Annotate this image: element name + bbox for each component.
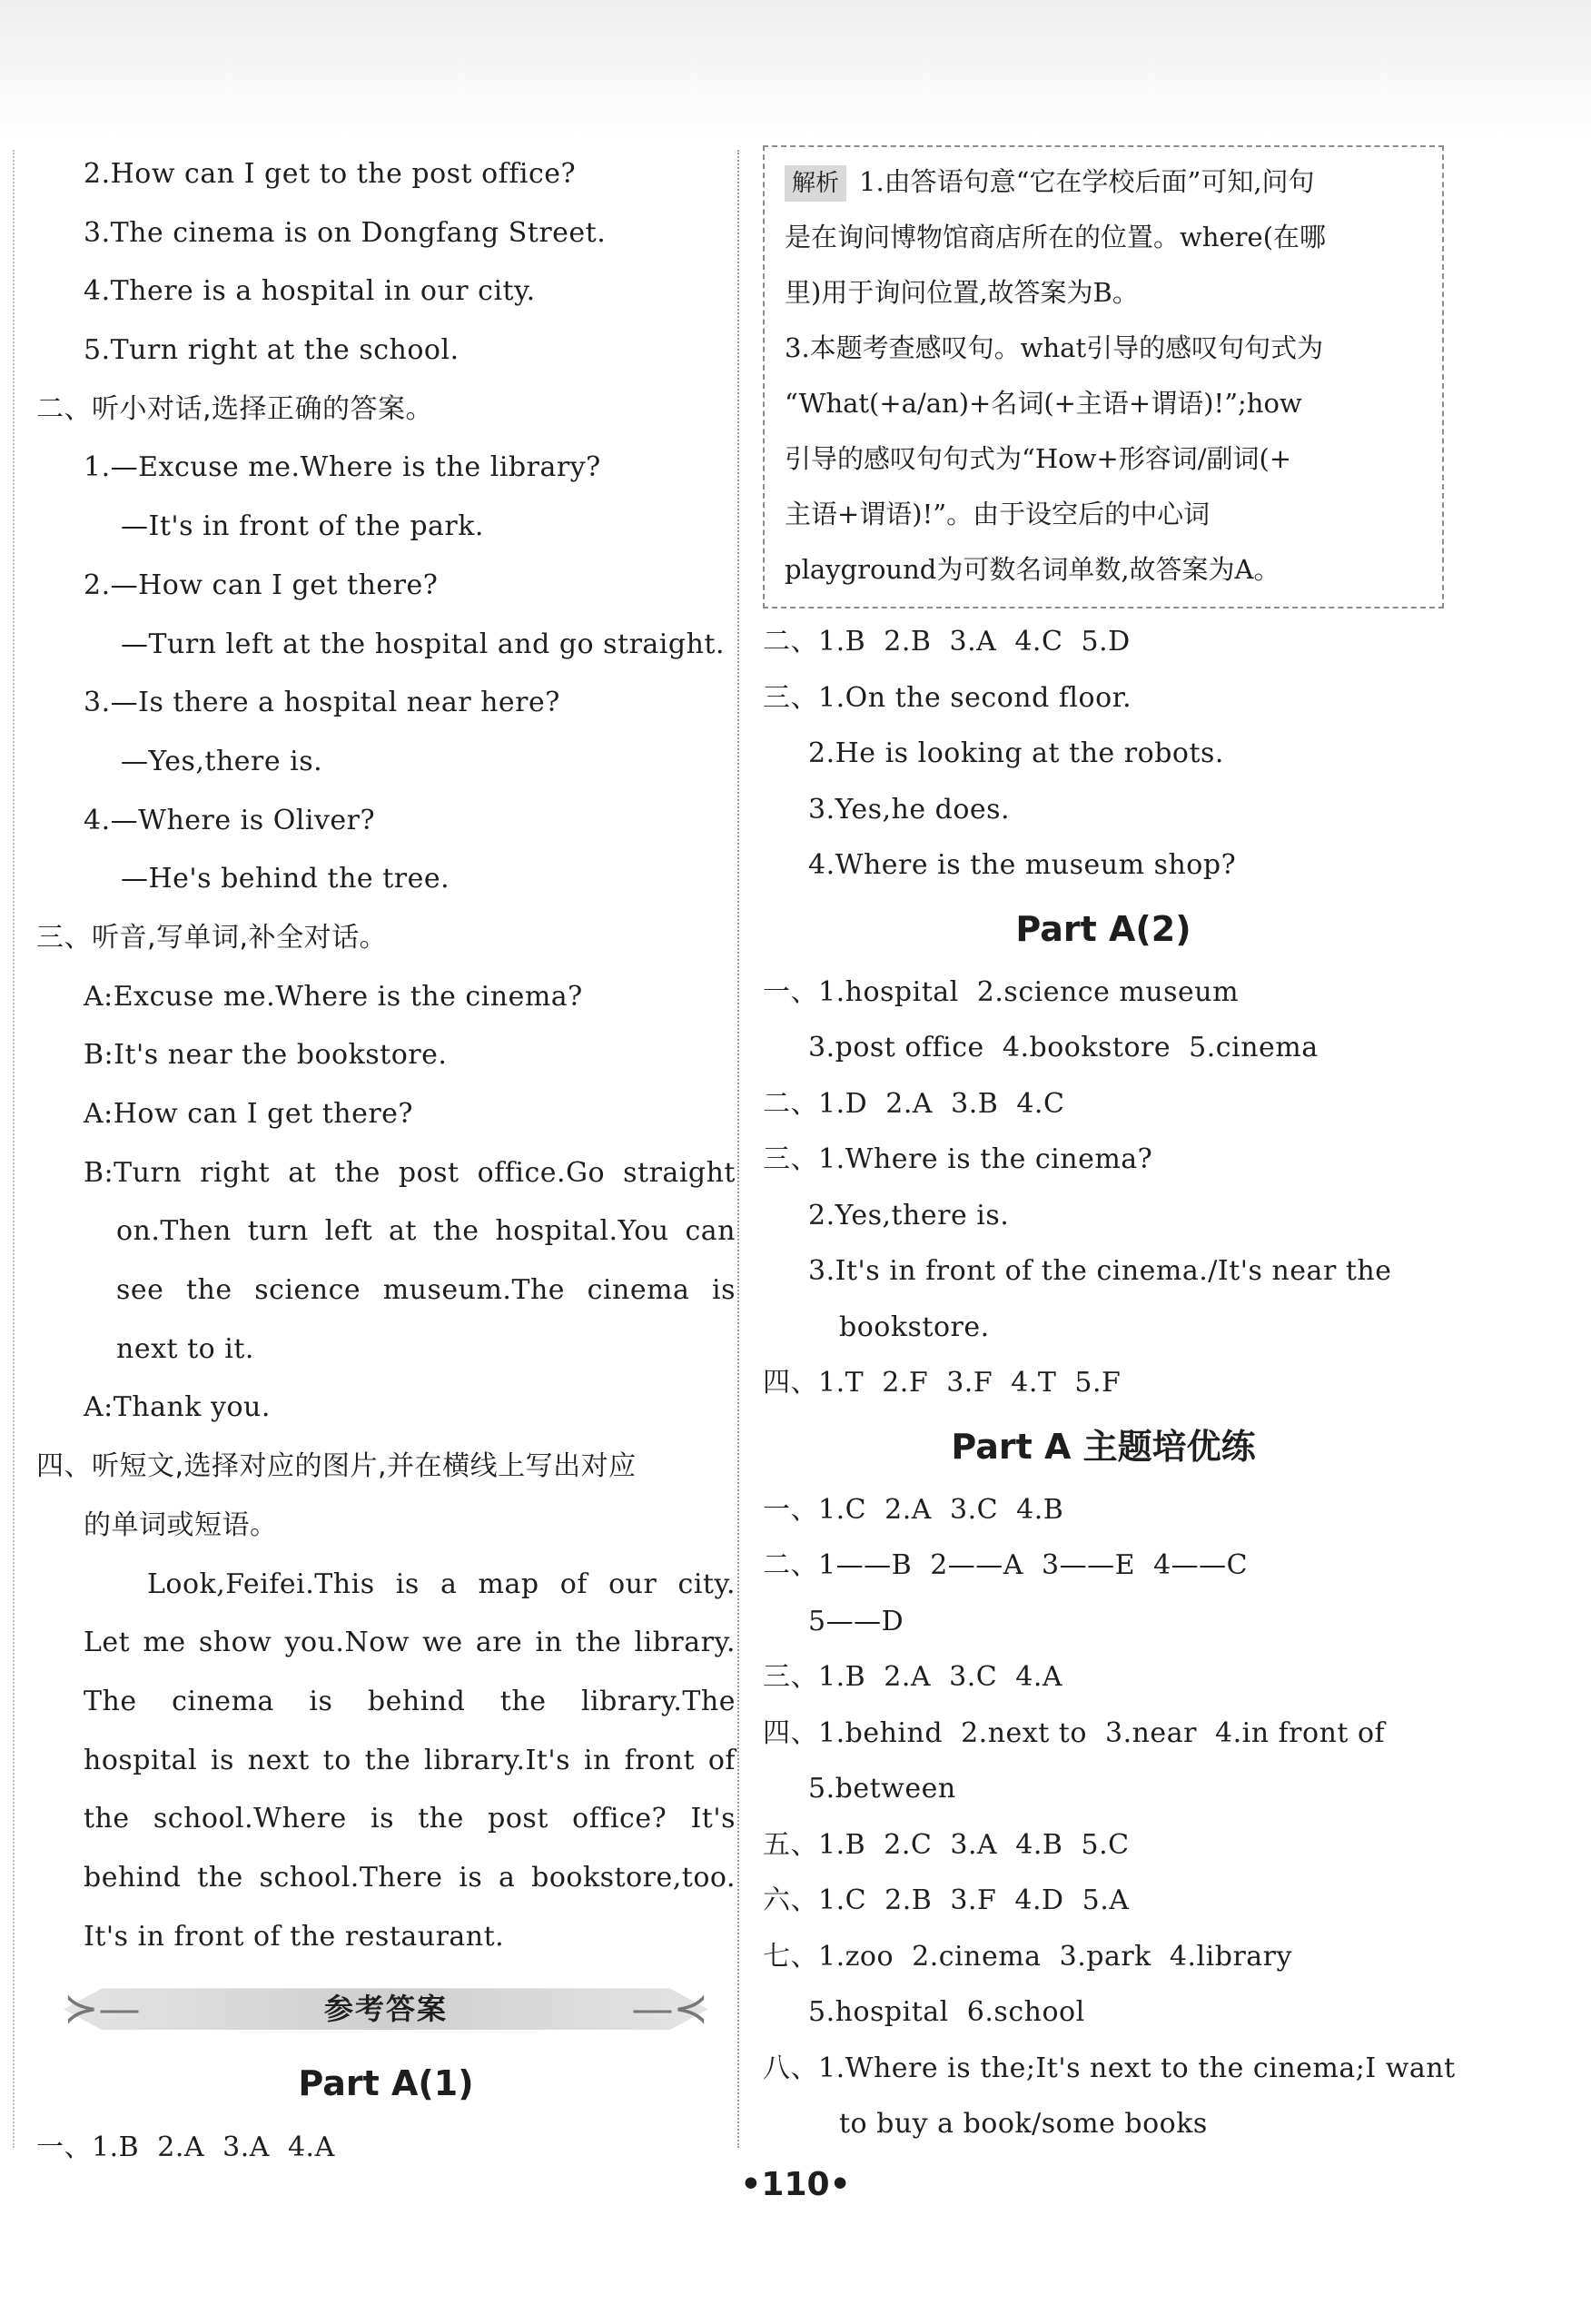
answer-line: 七、1.zoo 2.cinema 3.park 4.library xyxy=(763,1940,1292,1973)
answer-line: 一、1.C 2.A 3.C 4.B xyxy=(763,1493,1064,1526)
dialogue-line: B:It's near the bookstore. xyxy=(84,1039,448,1072)
section-4-title-cont: 的单词或短语。 xyxy=(84,1508,278,1541)
part-a-theme-heading: Part A 主题培优练 xyxy=(951,1426,1256,1467)
answer-key-banner xyxy=(36,1975,736,2041)
answer-line: 一、1.hospital 2.science museum xyxy=(763,975,1240,1008)
passage-line: It's in front of the restaurant. xyxy=(84,1920,505,1953)
section-4-title: 四、听短文,选择对应的图片,并在横线上写出对应 xyxy=(36,1450,637,1483)
explanation-line: 引导的感叹句句式为“How+形容词/副词(+ xyxy=(785,443,1292,474)
dialogue-line: A:How can I get there? xyxy=(84,1098,414,1130)
passage-line: Look,Feifei.This is a map of our city. xyxy=(147,1567,736,1600)
answer-line: 四、1.behind 2.next to 3.near 4.in front of xyxy=(763,1716,1386,1749)
dialogue-line: —Turn left at the hospital and go straight. xyxy=(121,628,726,660)
top-shade xyxy=(0,0,1591,136)
answer-line: 二、1.B 2.B 3.A 4.C 5.D xyxy=(763,626,1131,658)
left-column xyxy=(36,145,736,2178)
dialogue-line: 1.—Excuse me.Where is the library? xyxy=(84,451,601,484)
dialogue-line: A:Thank you. xyxy=(84,1391,271,1424)
answer-line: 5.hospital 6.school xyxy=(808,1996,1085,2028)
answer-line: 3.Yes,he does. xyxy=(808,793,1011,826)
answer-line: 六、1.C 2.B 3.F 4.D 5.A xyxy=(763,1884,1130,1916)
answer-line: 5——D xyxy=(808,1605,904,1637)
question-line: 4.There is a hospital in our city. xyxy=(84,275,536,308)
explanation-line: playground为可数名词单数,故答案为A。 xyxy=(785,554,1280,585)
dialogue-line: 3.—Is there a hospital near here? xyxy=(84,687,560,719)
dialogue-line: see the science museum.The cinema is xyxy=(116,1274,736,1307)
passage-line: behind the school.There is a bookstore,too. xyxy=(84,1861,736,1894)
question-line: 3.The cinema is on Dongfang Street. xyxy=(84,216,607,249)
question-line: 5.Turn right at the school. xyxy=(84,334,460,367)
explanation-line: “What(+a/an)+名词(+主语+谓语)!”;how xyxy=(785,388,1302,419)
explanation-line: 1.由答语句意“它在学校后面”可知,问句 xyxy=(859,166,1315,197)
explanation-line: 里)用于询问位置,故答案为B。 xyxy=(785,277,1139,308)
right-arrow-icon: —≺ xyxy=(631,1983,708,2033)
section-2-title: 二、听小对话,选择正确的答案。 xyxy=(36,392,434,425)
dialogue-line: A:Excuse me.Where is the cinema? xyxy=(84,980,583,1013)
explanation-line: 3.本题考查感叹句。what引导的感叹句句式为 xyxy=(785,332,1324,363)
explanation-box xyxy=(763,145,1444,608)
answer-line: bookstore. xyxy=(839,1310,990,1343)
banner-title: 参考答案 xyxy=(323,1992,448,2027)
section-3-title: 三、听音,写单词,补全对话。 xyxy=(36,921,388,954)
passage-line: hospital is next to the library.It's in front of xyxy=(84,1744,736,1776)
dialogue-line: —He's behind the tree. xyxy=(121,863,450,895)
question-line: 2.How can I get to the post office? xyxy=(84,158,577,190)
answer-line: 三、1.Where is the cinema? xyxy=(763,1143,1153,1175)
passage-line: The cinema is behind the library.The xyxy=(84,1685,736,1717)
answer-line: 三、1.B 2.A 3.C 4.A xyxy=(763,1661,1063,1693)
dialogue-line: 4.—Where is Oliver? xyxy=(84,804,376,836)
answer-line: 四、1.T 2.F 3.F 4.T 5.F xyxy=(763,1367,1122,1399)
column-divider xyxy=(737,150,739,2148)
explanation-line: 是在询问博物馆商店所在的位置。where(在哪 xyxy=(785,222,1327,252)
page-number: •110• xyxy=(740,2166,851,2203)
dialogue-line: B:Turn right at the post office.Go straight xyxy=(84,1156,736,1189)
part-a1-heading: Part A(1) xyxy=(298,2063,474,2104)
answer-line: 二、1——B 2——A 3——E 4——C xyxy=(763,1549,1249,1581)
answer-line: 五、1.B 2.C 3.A 4.B 5.C xyxy=(763,1828,1130,1861)
answer-line: 一、1.B 2.A 3.A 4.A xyxy=(36,2131,335,2164)
part-a2-heading: Part A(2) xyxy=(1015,908,1191,949)
dialogue-line: 2.—How can I get there? xyxy=(84,569,439,601)
explanation-line: 主语+谓语)!”。由于设空后的中心词 xyxy=(785,499,1211,529)
answer-line: 5.between xyxy=(808,1773,956,1805)
answer-line: 4.Where is the museum shop? xyxy=(808,849,1237,881)
dialogue-line: next to it. xyxy=(116,1332,254,1365)
explanation-tag: 解析 xyxy=(785,165,846,202)
left-margin-rule xyxy=(13,150,15,2148)
answer-line: 3.post office 4.bookstore 5.cinema xyxy=(808,1032,1319,1063)
answer-line: 三、1.On the second floor. xyxy=(763,681,1132,714)
answer-line: 2.Yes,there is. xyxy=(808,1199,1010,1231)
left-arrow-icon: ≻— xyxy=(64,1983,141,2033)
answer-line: 二、1.D 2.A 3.B 4.C xyxy=(763,1087,1065,1120)
answer-line: 3.It's in front of the cinema./It's near the xyxy=(808,1255,1392,1287)
passage-line: the school.Where is the post office? It's xyxy=(84,1803,736,1835)
right-column xyxy=(763,145,1456,2152)
answer-line: 八、1.Where is the;It's next to the cinema;I want xyxy=(763,2052,1456,2084)
answer-line: 2.He is looking at the robots. xyxy=(808,737,1224,769)
dialogue-line: —It's in front of the park. xyxy=(121,510,484,543)
dialogue-line: —Yes,there is. xyxy=(121,745,323,777)
answer-line: to buy a book/some books xyxy=(839,2108,1208,2140)
dialogue-line: on.Then turn left at the hospital.You can xyxy=(116,1215,736,1248)
passage-line: Let me show you.Now we are in the library. xyxy=(84,1627,736,1659)
